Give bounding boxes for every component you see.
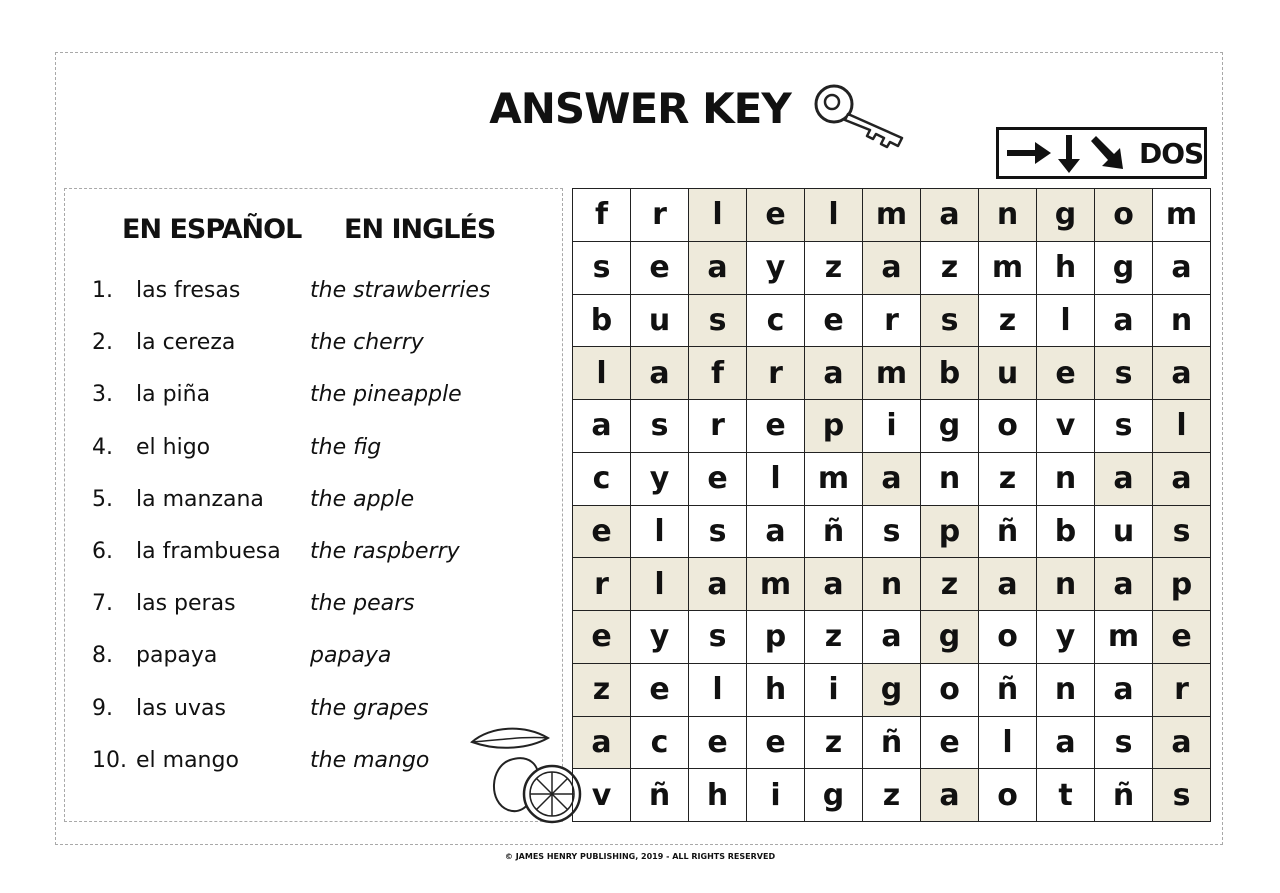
spanish-word: el mango: [136, 747, 239, 773]
vocab-number: 3.: [92, 382, 113, 408]
english-word: the fig: [310, 434, 382, 460]
grid-cell: y: [1037, 611, 1095, 664]
grid-cell: ñ: [863, 717, 921, 770]
spanish-word: la manzana: [136, 486, 264, 512]
grid-cell: s: [1095, 347, 1153, 400]
grid-cell: f: [689, 347, 747, 400]
grid-cell: z: [921, 558, 979, 611]
grid-cell: e: [689, 453, 747, 506]
grid-cell: a: [1153, 453, 1211, 506]
vocab-row: [92, 588, 552, 620]
grid-cell: s: [689, 611, 747, 664]
grid-cell: s: [863, 506, 921, 559]
grid-cell: r: [863, 295, 921, 348]
grid-cell: i: [863, 400, 921, 453]
grid-cell: n: [979, 189, 1037, 242]
grid-cell: s: [921, 295, 979, 348]
grid-cell: z: [805, 717, 863, 770]
english-word: the strawberries: [310, 278, 491, 303]
grid-cell: m: [747, 558, 805, 611]
grid-cell: y: [631, 453, 689, 506]
grid-cell: c: [631, 717, 689, 770]
grid-cell: l: [1037, 295, 1095, 348]
grid-cell: v: [573, 769, 631, 822]
grid-cell: s: [631, 400, 689, 453]
grid-cell: c: [747, 295, 805, 348]
grid-cell: e: [573, 506, 631, 559]
grid-cell: l: [573, 347, 631, 400]
grid-cell: a: [1095, 453, 1153, 506]
grid-cell: ñ: [631, 769, 689, 822]
english-word: papaya: [310, 643, 392, 669]
grid-cell: y: [747, 242, 805, 295]
vocab-number: 10.: [92, 747, 127, 773]
grid-cell: n: [1037, 453, 1095, 506]
grid-cell: a: [1037, 717, 1095, 770]
grid-cell: g: [1037, 189, 1095, 242]
grid-cell: b: [1037, 506, 1095, 559]
grid-cell: o: [979, 769, 1037, 822]
grid-cell: a: [747, 506, 805, 559]
grid-cell: e: [805, 295, 863, 348]
grid-cell: z: [805, 242, 863, 295]
vocab-row: [92, 693, 552, 725]
vocab-number: 6.: [92, 539, 113, 564]
vocab-row: [92, 379, 552, 411]
grid-cell: p: [747, 611, 805, 664]
grid-cell: a: [1095, 558, 1153, 611]
grid-cell: z: [921, 242, 979, 295]
spanish-word: las uvas: [136, 695, 226, 721]
spanish-column-header: EN ESPAÑOL: [122, 214, 302, 245]
vocab-number: 4.: [92, 434, 113, 460]
grid-cell: b: [573, 295, 631, 348]
english-word: the pineapple: [310, 382, 462, 408]
spanish-word: la cereza: [136, 330, 236, 356]
vocab-row: [92, 640, 552, 672]
grid-cell: l: [805, 189, 863, 242]
grid-cell: p: [805, 400, 863, 453]
vocab-row: [92, 484, 552, 516]
grid-cell: a: [921, 769, 979, 822]
grid-cell: z: [805, 611, 863, 664]
grid-cell: a: [573, 717, 631, 770]
grid-cell: ñ: [805, 506, 863, 559]
grid-cell: h: [689, 769, 747, 822]
grid-cell: e: [747, 189, 805, 242]
grid-cell: m: [805, 453, 863, 506]
grid-cell: z: [573, 664, 631, 717]
grid-cell: m: [863, 189, 921, 242]
grid-cell: a: [689, 242, 747, 295]
grid-cell: s: [1153, 506, 1211, 559]
grid-cell: s: [689, 506, 747, 559]
spanish-word: papaya: [136, 643, 218, 669]
english-word: the raspberry: [310, 539, 460, 564]
copyright-footer: © JAMES HENRY PUBLISHING, 2019 - ALL RIGHTS RESERVED: [504, 852, 776, 861]
grid-cell: ñ: [979, 506, 1037, 559]
english-column-header: EN INGLÉS: [344, 214, 496, 245]
grid-cell: m: [1153, 189, 1211, 242]
grid-cell: g: [1095, 242, 1153, 295]
grid-cell: t: [1037, 769, 1095, 822]
grid-cell: a: [1153, 717, 1211, 770]
grid-cell: e: [573, 611, 631, 664]
spanish-word: la piña: [136, 382, 211, 408]
grid-cell: e: [747, 400, 805, 453]
grid-cell: l: [631, 558, 689, 611]
english-word: the mango: [310, 747, 430, 773]
grid-cell: e: [747, 717, 805, 770]
word-search-grid: [572, 188, 1211, 822]
direction-arrows-icon: [1005, 133, 1131, 173]
grid-cell: m: [979, 242, 1037, 295]
grid-cell: g: [805, 769, 863, 822]
grid-cell: r: [573, 558, 631, 611]
english-word: the pears: [310, 591, 415, 617]
grid-cell: f: [573, 189, 631, 242]
vocab-number: 5.: [92, 486, 113, 512]
grid-cell: c: [573, 453, 631, 506]
grid-cell: i: [805, 664, 863, 717]
grid-cell: l: [689, 189, 747, 242]
english-word: the apple: [310, 486, 415, 512]
grid-cell: h: [1037, 242, 1095, 295]
grid-cell: p: [1153, 558, 1211, 611]
grid-cell: n: [1037, 558, 1095, 611]
grid-cell: r: [747, 347, 805, 400]
grid-cell: a: [573, 400, 631, 453]
grid-cell: y: [631, 611, 689, 664]
grid-cell: u: [631, 295, 689, 348]
grid-cell: b: [921, 347, 979, 400]
grid-cell: u: [1095, 506, 1153, 559]
grid-cell: v: [1037, 400, 1095, 453]
grid-cell: l: [631, 506, 689, 559]
grid-cell: a: [689, 558, 747, 611]
spanish-word: las peras: [136, 591, 236, 617]
grid-cell: g: [921, 400, 979, 453]
vocab-number: 1.: [92, 278, 113, 303]
grid-cell: z: [979, 453, 1037, 506]
grid-cell: o: [1095, 189, 1153, 242]
vocab-number: 2.: [92, 330, 113, 356]
vocab-row: [92, 275, 552, 307]
grid-cell: n: [863, 558, 921, 611]
grid-cell: m: [1095, 611, 1153, 664]
grid-cell: e: [631, 242, 689, 295]
vocab-row: [92, 536, 552, 568]
grid-cell: z: [863, 769, 921, 822]
grid-cell: e: [689, 717, 747, 770]
grid-cell: ñ: [1095, 769, 1153, 822]
grid-cell: m: [863, 347, 921, 400]
grid-cell: a: [805, 347, 863, 400]
grid-cell: n: [921, 453, 979, 506]
grid-cell: s: [689, 295, 747, 348]
grid-cell: e: [1153, 611, 1211, 664]
grid-cell: o: [921, 664, 979, 717]
grid-cell: g: [921, 611, 979, 664]
vocab-number: 8.: [92, 643, 113, 669]
vocab-row: [92, 327, 552, 359]
grid-cell: s: [1095, 717, 1153, 770]
grid-cell: p: [921, 506, 979, 559]
grid-cell: i: [747, 769, 805, 822]
grid-cell: o: [979, 400, 1037, 453]
grid-cell: ñ: [979, 664, 1037, 717]
grid-cell: a: [921, 189, 979, 242]
grid-cell: a: [1153, 242, 1211, 295]
grid-cell: n: [1153, 295, 1211, 348]
grid-cell: e: [921, 717, 979, 770]
spanish-word: las fresas: [136, 278, 241, 303]
spanish-word: la frambuesa: [136, 539, 281, 564]
vocab-number: 9.: [92, 695, 113, 721]
grid-cell: a: [863, 453, 921, 506]
grid-cell: a: [1095, 664, 1153, 717]
grid-cell: e: [1037, 347, 1095, 400]
grid-cell: e: [631, 664, 689, 717]
grid-cell: r: [1153, 664, 1211, 717]
grid-cell: l: [747, 453, 805, 506]
grid-cell: a: [863, 242, 921, 295]
english-word: the grapes: [310, 695, 429, 721]
key-icon: [810, 80, 910, 154]
direction-legend: [996, 127, 1207, 179]
english-word: the cherry: [310, 330, 424, 356]
grid-cell: o: [979, 611, 1037, 664]
grid-cell: n: [1037, 664, 1095, 717]
grid-cell: r: [689, 400, 747, 453]
grid-cell: l: [689, 664, 747, 717]
vocab-row: [92, 432, 552, 464]
vocab-number: 7.: [92, 591, 113, 617]
grid-cell: z: [979, 295, 1037, 348]
grid-cell: a: [979, 558, 1037, 611]
grid-cell: a: [863, 611, 921, 664]
grid-cell: a: [631, 347, 689, 400]
grid-cell: l: [979, 717, 1037, 770]
grid-cell: g: [863, 664, 921, 717]
grid-cell: u: [979, 347, 1037, 400]
page-title: ANSWER KEY: [489, 84, 791, 133]
grid-cell: h: [747, 664, 805, 717]
grid-cell: r: [631, 189, 689, 242]
grid-cell: a: [1095, 295, 1153, 348]
grid-cell: a: [805, 558, 863, 611]
grid-cell: a: [1153, 347, 1211, 400]
grid-cell: s: [1153, 769, 1211, 822]
direction-label: DOS: [1139, 136, 1204, 170]
grid-cell: s: [1095, 400, 1153, 453]
spanish-word: el higo: [136, 434, 211, 460]
grid-cell: s: [573, 242, 631, 295]
grid-cell: l: [1153, 400, 1211, 453]
